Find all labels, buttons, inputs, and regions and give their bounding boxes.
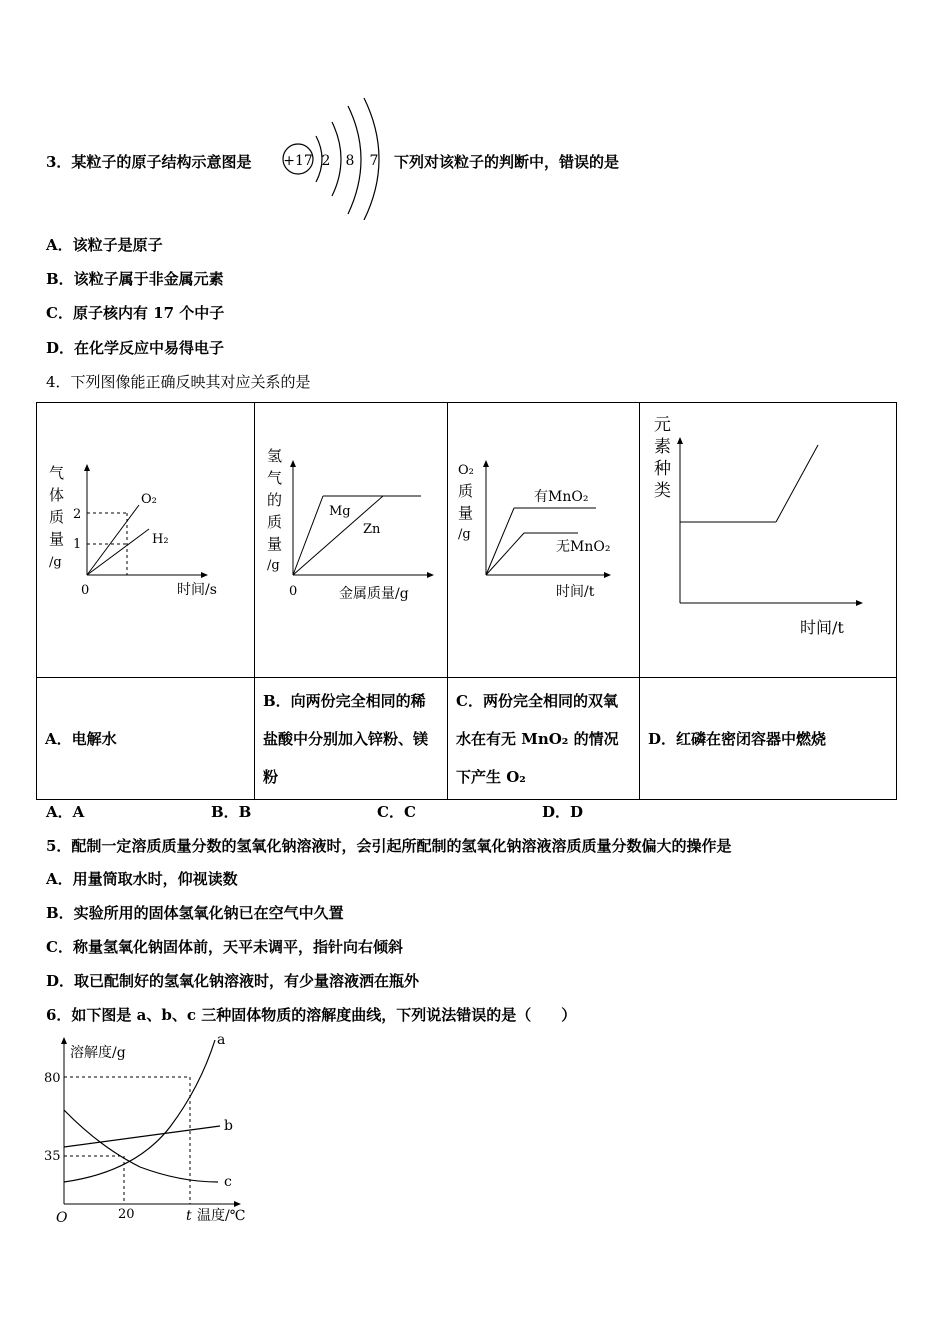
svg-text:氢: 氢 — [267, 447, 283, 465]
q3-option-b: B．该粒子属于非金属元素 — [46, 270, 224, 288]
caption-d: D．红磷在密闭容器中燃烧 — [640, 678, 897, 800]
q5-stem: 5．配制一定溶质质量分数的氢氧化钠溶液时，会引起所配制的氢氧化钠溶液溶质质量分数偏大的操作是 — [46, 837, 732, 855]
x-axis-label: 金属质量/g — [339, 586, 409, 602]
curve-b — [64, 1126, 220, 1147]
atom-structure-diagram — [276, 96, 386, 220]
xtick-t: t — [186, 1208, 192, 1224]
svg-text:量: 量 — [49, 530, 65, 548]
q4-table — [36, 402, 897, 800]
q5-option-d: D．取已配制好的氢氧化钠溶液时，有少量溶液洒在瓶外 — [46, 972, 420, 990]
graph-d-cell — [640, 403, 897, 678]
label-b: b — [224, 1118, 233, 1134]
caption-c: C．两份完全相同的双氧水在有无 MnO₂ 的情况下产生 O₂ — [448, 678, 640, 800]
x-axis-label: 温度/℃ — [197, 1208, 246, 1224]
q3-option-c: C．原子核内有 17 个中子 — [46, 304, 225, 322]
q5-option-b: B．实验所用的固体氢氧化钠已在空气中久置 — [46, 904, 344, 922]
svg-text:元: 元 — [654, 415, 671, 435]
graph-a-electrolysis — [37, 403, 254, 673]
x-axis-label: 时间/s — [177, 582, 217, 598]
shell-3-electrons: 7 — [369, 153, 379, 169]
ytick-80: 80 — [44, 1071, 61, 1086]
graph-d-phosphorus — [640, 403, 896, 673]
tick-1: 1 — [73, 537, 82, 552]
q5-option-c: C．称量氢氧化钠固体前，天平未调平，指针向右倾斜 — [46, 938, 403, 956]
svg-text:类: 类 — [654, 481, 671, 501]
svg-text:素: 素 — [654, 437, 671, 457]
q4-answer-a: A．A — [46, 803, 85, 821]
tick-2: 2 — [73, 507, 82, 522]
series-with-mno2: 有MnO₂ — [534, 489, 589, 505]
q4-answer-d: D．D — [542, 803, 584, 821]
q6-stem: 6．如下图是 a、b、c 三种固体物质的溶解度曲线，下列说法错误的是（ ） — [46, 1006, 577, 1024]
graph-c-cell — [448, 403, 640, 678]
q3-option-a: A．该粒子是原子 — [46, 236, 163, 254]
curve-a — [64, 1040, 215, 1182]
svg-text:的: 的 — [267, 491, 283, 509]
x-axis-label: 时间/t — [800, 618, 844, 637]
q4-stem: 4．下列图像能正确反映其对应关系的是 — [46, 373, 311, 391]
svg-text:/g: /g — [49, 555, 62, 570]
series-mg: Mg — [329, 504, 351, 519]
solubility-chart — [40, 1032, 270, 1232]
caption-a: A．电解水 — [37, 678, 255, 800]
curve-c — [64, 1110, 218, 1182]
svg-text:气: 气 — [267, 469, 283, 487]
shell-2-electrons: 8 — [345, 153, 355, 169]
q3-stem-prefix: 3．某粒子的原子结构示意图是 — [46, 153, 252, 171]
series-h2: H₂ — [152, 532, 169, 547]
series-zn: Zn — [363, 522, 381, 537]
graph-a-cell — [37, 403, 255, 678]
q3-option-d: D．在化学反应中易得电子 — [46, 339, 225, 357]
origin: O — [56, 1210, 68, 1226]
series-o2: O₂ — [141, 492, 157, 507]
origin: 0 — [289, 584, 298, 599]
svg-text:量: 量 — [458, 504, 474, 522]
xtick-20: 20 — [118, 1207, 135, 1222]
svg-text:质: 质 — [49, 508, 65, 526]
series-without-mno2: 无MnO₂ — [556, 539, 611, 555]
svg-text:种: 种 — [654, 459, 671, 479]
svg-text:/g: /g — [267, 558, 280, 573]
svg-text:体: 体 — [49, 486, 65, 504]
graph-c-catalyst — [448, 403, 639, 673]
y-axis-label: 溶解度/g — [70, 1045, 126, 1061]
shell-1-electrons: 2 — [321, 153, 331, 169]
svg-text:/g: /g — [458, 527, 471, 542]
origin: 0 — [81, 583, 90, 598]
nucleus-charge: +17 — [283, 153, 313, 169]
q4-answer-c: C．C — [377, 803, 416, 821]
q4-answer-b: B．B — [211, 803, 252, 821]
label-a: a — [217, 1032, 226, 1048]
x-axis-label: 时间/t — [556, 584, 595, 600]
svg-text:质: 质 — [458, 482, 474, 500]
ytick-35: 35 — [44, 1149, 61, 1164]
svg-text:量: 量 — [267, 535, 283, 553]
graph-b-cell — [255, 403, 448, 678]
svg-text:气: 气 — [49, 464, 65, 482]
svg-text:O₂: O₂ — [458, 463, 474, 478]
q5-option-a: A．用量筒取水时，仰视读数 — [46, 870, 238, 888]
graph-b-metals — [255, 403, 447, 673]
q3-stem-suffix: 下列对该粒子的判断中，错误的是 — [394, 153, 620, 171]
caption-b: B．向两份完全相同的稀盐酸中分别加入锌粉、镁粉 — [255, 678, 448, 800]
svg-text:质: 质 — [267, 513, 283, 531]
label-c: c — [224, 1174, 232, 1190]
